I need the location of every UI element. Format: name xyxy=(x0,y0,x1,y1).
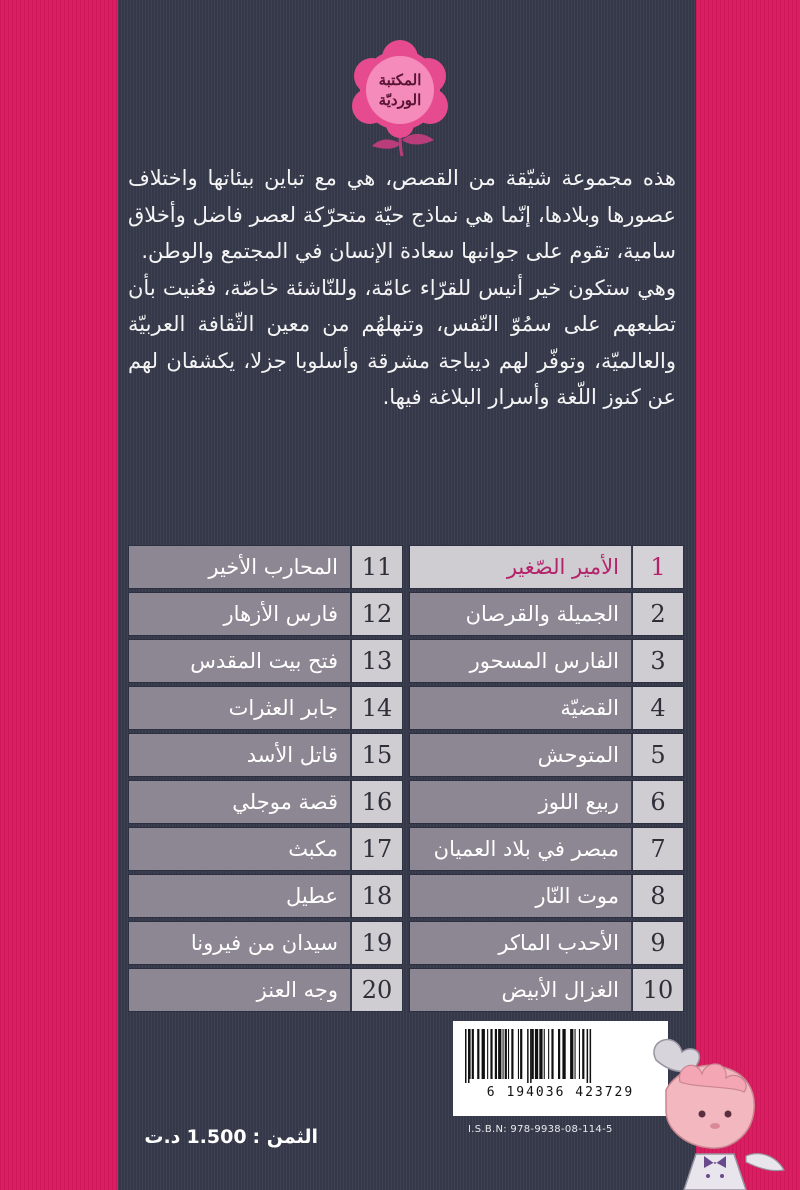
title-number: 16 xyxy=(352,781,402,823)
title-name: جابر العثرات xyxy=(129,687,350,729)
title-number: 1 xyxy=(633,546,683,588)
title-number: 15 xyxy=(352,734,402,776)
barcode-bar xyxy=(530,1029,532,1083)
title-name: فارس الأزهار xyxy=(129,593,350,635)
title-row xyxy=(128,592,403,636)
title-row xyxy=(409,686,684,730)
barcode-bar xyxy=(551,1029,553,1079)
isbn-number: I.S.B.N: 978-9938-08-114-5 xyxy=(468,1124,613,1135)
barcode-bar xyxy=(558,1029,560,1079)
barcode-bar xyxy=(470,1029,471,1079)
barcode-bar xyxy=(562,1029,565,1079)
book-description xyxy=(128,160,676,416)
title-name: المحارب الأخير xyxy=(129,546,350,588)
title-name: الفارس المسحور xyxy=(410,640,631,682)
title-name: القضيّة xyxy=(410,687,631,729)
title-row xyxy=(409,592,684,636)
barcode-bar xyxy=(544,1029,545,1079)
title-name: ربيع اللوز xyxy=(410,781,631,823)
title-row xyxy=(128,780,403,824)
barcode-bar xyxy=(527,1029,529,1083)
price-label: الثمن : xyxy=(252,1126,318,1148)
titles-column-left xyxy=(128,545,403,1012)
barcode-bar xyxy=(508,1029,509,1079)
title-row xyxy=(409,780,684,824)
logo-text xyxy=(348,70,452,110)
barcode-bar xyxy=(511,1029,513,1079)
title-row xyxy=(128,827,403,871)
barcode-bar xyxy=(477,1029,479,1079)
title-name: فتح بيت المقدس xyxy=(129,640,350,682)
titles-column-right xyxy=(409,545,684,1012)
price-currency: د.ت xyxy=(144,1126,181,1148)
barcode-bar xyxy=(532,1029,534,1079)
title-row xyxy=(409,874,684,918)
title-number: 18 xyxy=(352,875,402,917)
title-row xyxy=(409,968,684,1012)
publisher-logo xyxy=(348,40,452,160)
barcode-bar xyxy=(587,1029,589,1083)
title-row xyxy=(409,545,684,589)
little-prince-icon xyxy=(636,1030,800,1190)
title-number: 20 xyxy=(352,969,402,1011)
title-name: قصة موجلي xyxy=(129,781,350,823)
title-number: 13 xyxy=(352,640,402,682)
barcode-bar xyxy=(520,1029,522,1079)
title-row xyxy=(409,921,684,965)
series-titles-list xyxy=(128,545,684,1012)
barcode-bar xyxy=(582,1029,584,1079)
price-amount: 1.500 xyxy=(186,1126,247,1148)
barcode-bar xyxy=(590,1029,592,1083)
title-number: 6 xyxy=(633,781,683,823)
description-paragraph-1: هذه مجموعة شيّقة من القصص، هي مع تباين بيئاتها واختلاف عصورها وبلادها، إنّما هي نماذج حيّة متحرّكة لعصر فاضل وأخلاق سامية، تقوم على جوانبها سعادة الإنسان في المجتمع والوطن. xyxy=(128,166,676,263)
title-row xyxy=(128,733,403,777)
barcode-bar xyxy=(503,1029,504,1079)
title-row xyxy=(128,921,403,965)
barcode-bar xyxy=(535,1029,538,1079)
barcode-bar xyxy=(518,1029,519,1079)
title-row xyxy=(128,874,403,918)
logo-line-1: المكتبة xyxy=(378,71,422,89)
barcode-bar xyxy=(575,1029,576,1079)
barcode-bar xyxy=(539,1029,542,1079)
title-name: قاتل الأسد xyxy=(129,734,350,776)
title-name: سيدان من فيرونا xyxy=(129,922,350,964)
barcode-bars-icon xyxy=(463,1029,658,1083)
title-number: 19 xyxy=(352,922,402,964)
title-number: 12 xyxy=(352,593,402,635)
barcode-bar xyxy=(548,1029,549,1079)
title-name: مبصر في بلاد العميان xyxy=(410,828,631,870)
title-row xyxy=(128,686,403,730)
barcode-bar xyxy=(490,1029,492,1079)
title-number: 10 xyxy=(633,969,683,1011)
title-number: 9 xyxy=(633,922,683,964)
logo-line-2: الورديّة xyxy=(378,91,422,109)
title-number: 11 xyxy=(352,546,402,588)
title-number: 7 xyxy=(633,828,683,870)
title-name: الأحدب الماكر xyxy=(410,922,631,964)
title-row xyxy=(409,639,684,683)
price xyxy=(128,1126,318,1148)
title-name: الغزال الأبيض xyxy=(410,969,631,1011)
barcode-bar xyxy=(570,1029,573,1079)
title-name: الجميلة والقرصان xyxy=(410,593,631,635)
title-row xyxy=(409,733,684,777)
title-row xyxy=(128,968,403,1012)
barcode-bar xyxy=(487,1029,488,1079)
barcode-bar xyxy=(579,1029,580,1079)
title-name: مكبث xyxy=(129,828,350,870)
title-row xyxy=(128,545,403,589)
title-number: 3 xyxy=(633,640,683,682)
title-name: المتوحش xyxy=(410,734,631,776)
title-number: 4 xyxy=(633,687,683,729)
barcode-digits: 6 194036 423729 xyxy=(486,1085,635,1100)
title-number: 2 xyxy=(633,593,683,635)
little-prince-mascot xyxy=(636,1030,800,1190)
title-name: عطيل xyxy=(129,875,350,917)
barcode-bar xyxy=(505,1029,507,1079)
barcode-bar xyxy=(498,1029,501,1079)
title-number: 5 xyxy=(633,734,683,776)
barcode-bar xyxy=(468,1029,470,1083)
barcode-bar xyxy=(472,1029,474,1079)
title-name: موت النّار xyxy=(410,875,631,917)
description-paragraph-2: وهي ستكون خير أنيس للقرّاء عامّة، وللنّاشئة خاصّة، فعُنيت بأن تطبعهم على سمُوّ النّفس، وتنهلهُم من معين الثّقافة العربيّة والعالميّة، وتوفّر لهم ديباجة مشرقة وأسلوبا جزلا، يكشفان لهم عن كنوز اللّغة وأسرار البلاغة فيها. xyxy=(128,275,676,409)
barcode-bar xyxy=(465,1029,467,1083)
title-name: وجه العنز xyxy=(129,969,350,1011)
title-name: الأمير الصّغير xyxy=(410,546,631,588)
title-row xyxy=(409,827,684,871)
title-row xyxy=(128,639,403,683)
barcode-bar xyxy=(495,1029,497,1079)
barcode-bar xyxy=(482,1029,485,1079)
title-number: 14 xyxy=(352,687,402,729)
title-number: 17 xyxy=(352,828,402,870)
title-number: 8 xyxy=(633,875,683,917)
